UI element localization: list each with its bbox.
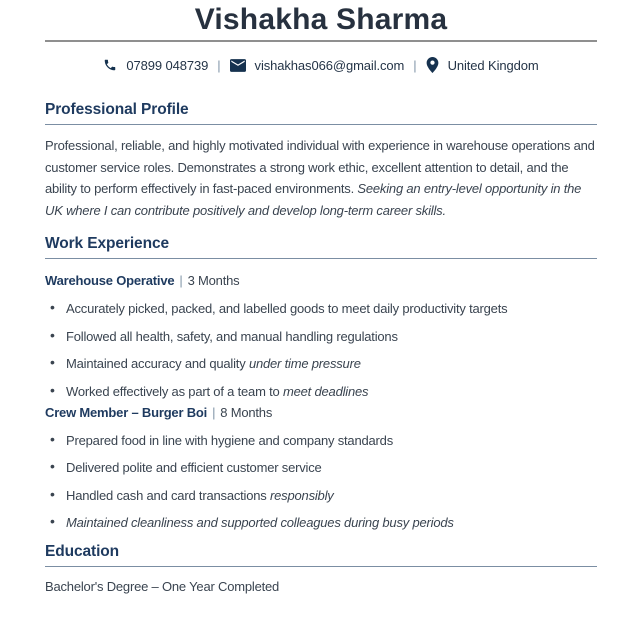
- section-education: [45, 543, 597, 595]
- job-title: Crew Member – Burger Boi: [45, 404, 208, 420]
- job-entry: [45, 404, 597, 532]
- section-heading-experience: Work Experience: [45, 235, 597, 259]
- text-segment: Prepared food in line with hygiene and company standards: [66, 432, 394, 448]
- job-separator: |: [212, 404, 216, 420]
- italic-text-segment: meet deadlines: [282, 383, 369, 399]
- text-segment: Handled cash and card transactions: [66, 487, 271, 503]
- bullet-item: [50, 514, 597, 531]
- text-segment: Followed all health, safety, and manual handling regulations: [66, 328, 398, 344]
- contact-row: [45, 55, 597, 75]
- resume-header: [45, 2, 597, 75]
- email-address: vishakhas066@gmail.com: [254, 57, 405, 73]
- section-heading-education: Education: [45, 543, 597, 567]
- bullet-item: [50, 383, 597, 400]
- bullet-item: [50, 300, 597, 317]
- header-divider: [45, 40, 597, 42]
- italic-text-segment: responsibly: [270, 487, 334, 503]
- bullet-item: [50, 459, 597, 476]
- contact-separator: |: [217, 57, 221, 73]
- contact-separator: |: [413, 57, 417, 73]
- job-entry: [45, 272, 597, 400]
- bullet-item: [50, 355, 597, 372]
- email-icon: [230, 59, 246, 72]
- job-bullet-list: [45, 300, 597, 400]
- italic-text-segment: under time pressure: [248, 356, 361, 371]
- text-segment: Professional, reliable, and highly motivated individual with experience in warehouse operations and customer service roles. Demonstrates a strong work ethic, excellent attention to detail, and the ability to perform effectively in fast-paced environments.: [45, 138, 595, 196]
- job-bullet-list: [45, 432, 597, 532]
- job-title: Warehouse Operative: [45, 273, 175, 288]
- page-title: Vishakha Sharma: [194, 3, 448, 36]
- italic-text-segment: Maintained cleanliness and supported colleagues during busy periods: [66, 515, 454, 530]
- job-separator: |: [179, 273, 183, 288]
- job-title-row: [45, 272, 597, 289]
- job-duration: 3 Months: [187, 273, 240, 288]
- job-list: [45, 272, 597, 531]
- education-degree-text: Bachelor's Degree – One Year Completed: [45, 579, 280, 594]
- job-title-row: [45, 404, 597, 421]
- profile-paragraph: [45, 135, 597, 221]
- location-pin-icon: [426, 57, 439, 73]
- bullet-item: [50, 328, 597, 345]
- text-segment: Accurately picked, packed, and labelled goods to meet daily productivity targets: [66, 301, 508, 316]
- section-work-experience: [45, 235, 597, 531]
- section-heading-profile: Professional Profile: [45, 101, 597, 125]
- text-segment: Maintained accuracy and quality: [66, 356, 249, 371]
- italic-text-segment: Seeking an entry-level opportunity in the UK where I can contribute positively and develop long-term career skills.: [45, 181, 582, 218]
- bullet-item: [50, 432, 597, 449]
- job-duration: 8 Months: [220, 404, 273, 420]
- text-segment: Worked effectively as part of a team to: [66, 383, 283, 399]
- location-text: United Kingdom: [447, 57, 539, 73]
- section-professional-profile: [45, 101, 597, 221]
- text-segment: Delivered polite and efficient customer service: [66, 460, 322, 475]
- phone-icon: [103, 58, 117, 72]
- phone-number: 07899 048739: [126, 57, 209, 73]
- bullet-item: [50, 487, 597, 504]
- resume-page: [0, 2, 640, 595]
